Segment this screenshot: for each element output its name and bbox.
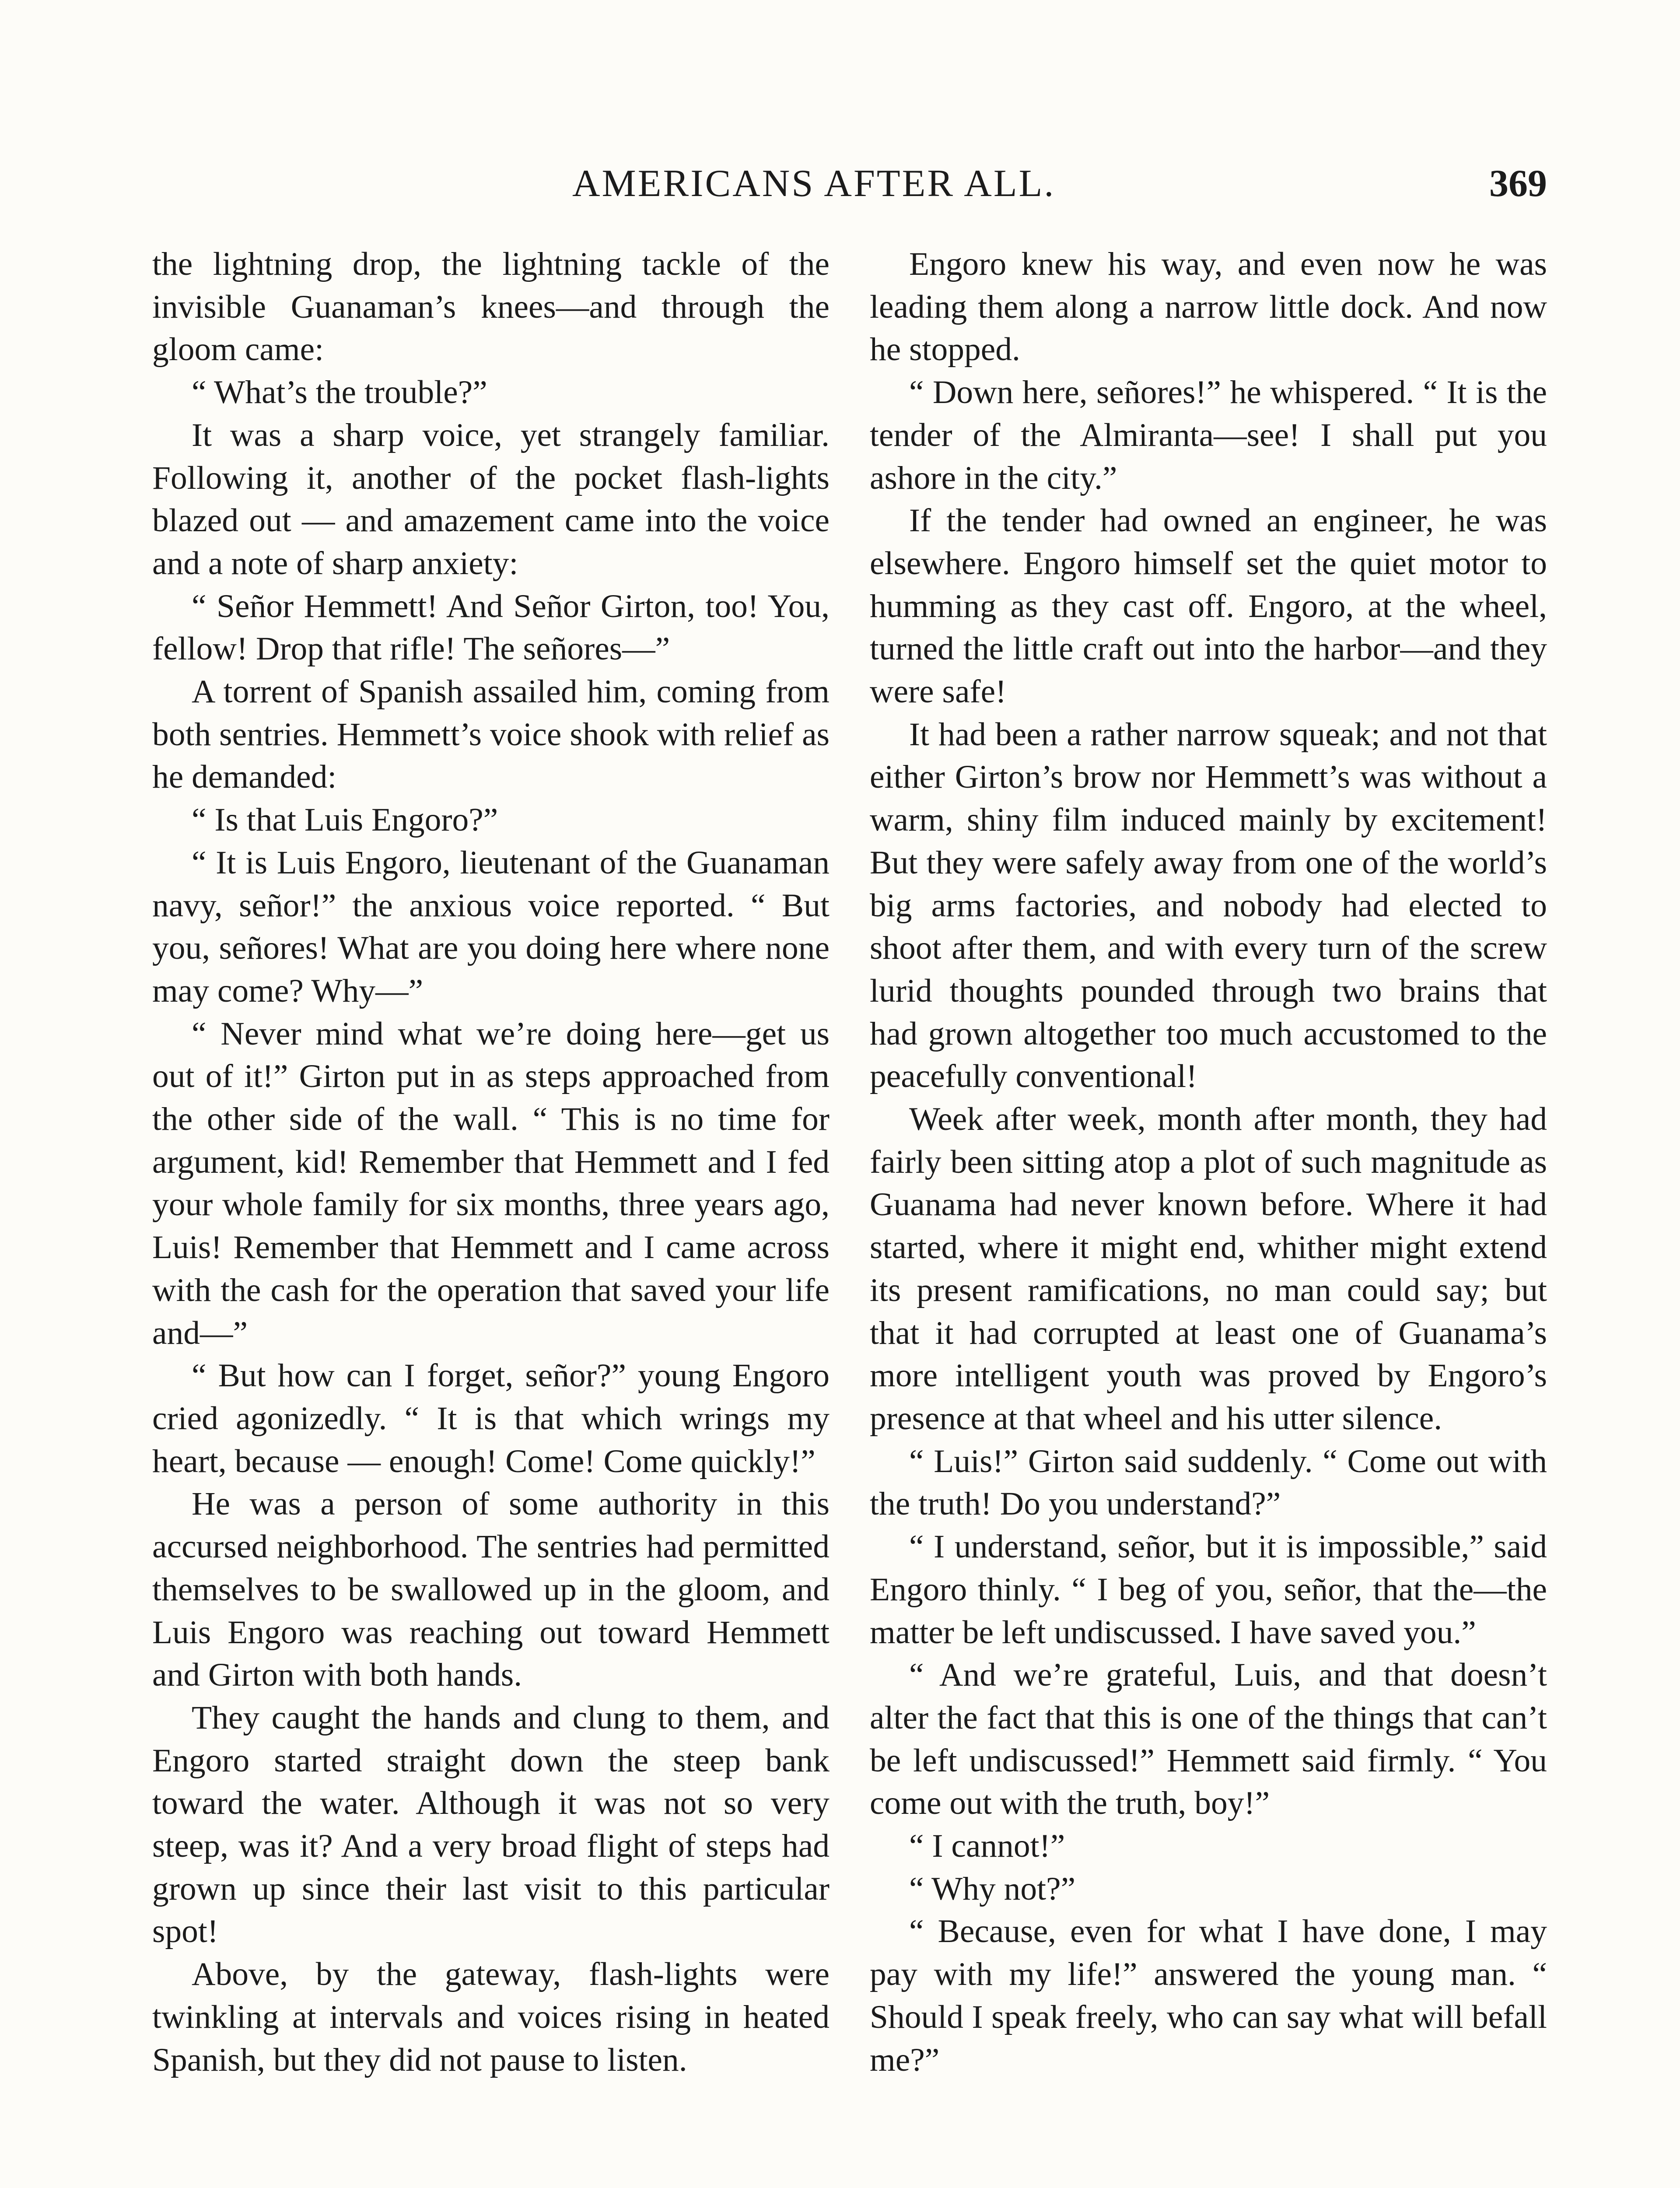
paragraph: It had been a rather narrow squeak; and not that either Girton’s brow nor Hemmett’s was without a warm, shiny film induced mainly by excitement! But they were safely away from one of the world’s big arms factories, and nobody had elected to shoot after them, and with every turn of the screw lurid thoughts pounded through two brains that had grown altogether too much accustomed to the peacefully conventional! — [870, 716, 1547, 1095]
paragraph: If the tender had owned an engineer, he was elsewhere. Engoro himself set the quiet motor to humming as they cast off. Engoro, at the wheel, turned the little craft out into the harbor—and they were safe! — [870, 502, 1547, 710]
paragraph: “ Never mind what we’re doing here—get us out of it!” Girton put in as steps approached from the other side of the wall. “ This is no time for argument, kid! Remember that Hemmett and I fed your whole family for six months, three years ago, Luis! Remember that Hemmett and I came across with the cash for the operation that saved your life and—” — [152, 1015, 830, 1351]
paragraph: “ I understand, señor, but it is impossible,” said Engoro thinly. “ I beg of you, señor, that the—the matter be left undiscussed. I have saved you.” — [870, 1529, 1547, 1651]
paragraph: Above, by the gateway, flash-lights were twinkling at intervals and voices rising in heated Spanish, but they did not pause to listen. — [152, 1956, 830, 2078]
paragraph: “ What’s the trouble?” — [192, 374, 487, 411]
paragraph: Week after week, month after month, they had fairly been sitting atop a plot of such magnitude as Guanama had never known before. Where it had started, where it might end, whither might extend its present ramifications, no man could say; but that it had corrupted at least one of Guanama’s more intelligent youth was proved by Engoro’s presence at that wheel and his utter silence. — [870, 1101, 1547, 1437]
paragraph: “ Señor Hemmett! And Señor Girton, too! You, fellow! Drop that rifle! The señores—” — [152, 588, 830, 667]
paragraph: the lightning drop, the lightning tackle of the invisible Guanaman’s knees—and through the gloom came: — [152, 246, 830, 368]
paragraph: “ Because, even for what I have done, I may pay with my life!” answered the young man. “ Should I speak freely, who can say what will befall me?” — [870, 1913, 1547, 2078]
page-header — [152, 155, 1547, 212]
page-number: 369 — [1489, 162, 1547, 205]
paragraph: “ Is that Luis Engoro?” — [192, 802, 498, 838]
paragraph: “ It is Luis Engoro, lieutenant of the Guanaman navy, señor!” the anxious voice reported. “ But you, señores! What are you doing here where none may come? Why—” — [152, 844, 830, 1009]
paragraph: “ Why not?” — [909, 1870, 1076, 1907]
paragraph: “ Down here, señores!” he whispered. “ It is the tender of the Almiranta—see! I shall put you ashore in the city.” — [870, 374, 1547, 496]
paragraph: “ And we’re grateful, Luis, and that doesn’t alter the fact that this is one of the things that can’t be left undiscussed!” Hemmett said firmly. “ You come out with the truth, boy!” — [870, 1657, 1547, 1822]
paragraph: They caught the hands and clung to them, and Engoro started straight down the steep bank toward the water. Although it was not so very steep, was it? And a very broad flight of steps had grown up since their last visit to this particular spot! — [152, 1699, 830, 1950]
paragraph: A torrent of Spanish assailed him, coming from both sentries. Hemmett’s voice shook with relief as he demanded: — [152, 673, 830, 796]
running-title: AMERICANS AFTER ALL. — [572, 162, 1056, 205]
right-text-column — [870, 243, 1547, 2081]
paragraph: “ I cannot!” — [909, 1828, 1065, 1865]
paragraph: He was a person of some authority in this accursed neighborhood. The sentries had permitted themselves to be swallowed up in the gloom, and Luis Engoro was reaching out toward Hemmett and Girton with both hands. — [152, 1486, 830, 1694]
left-text-column — [152, 243, 830, 2081]
paragraph: Engoro knew his way, and even now he was leading them along a narrow little dock. And now he stopped. — [870, 246, 1547, 368]
paragraph: It was a sharp voice, yet strangely familiar. Following it, another of the pocket flash-lights blazed out — and amazement came into the voice and a note of sharp anxiety: — [152, 417, 830, 582]
paragraph: “ Luis!” Girton said suddenly. “ Come out with the truth! Do you understand?” — [870, 1443, 1547, 1522]
paragraph: “ But how can I forget, señor?” young Engoro cried agonizedly. “ It is that which wrings my heart, because — enough! Come! Come quickly!” — [152, 1357, 830, 1480]
